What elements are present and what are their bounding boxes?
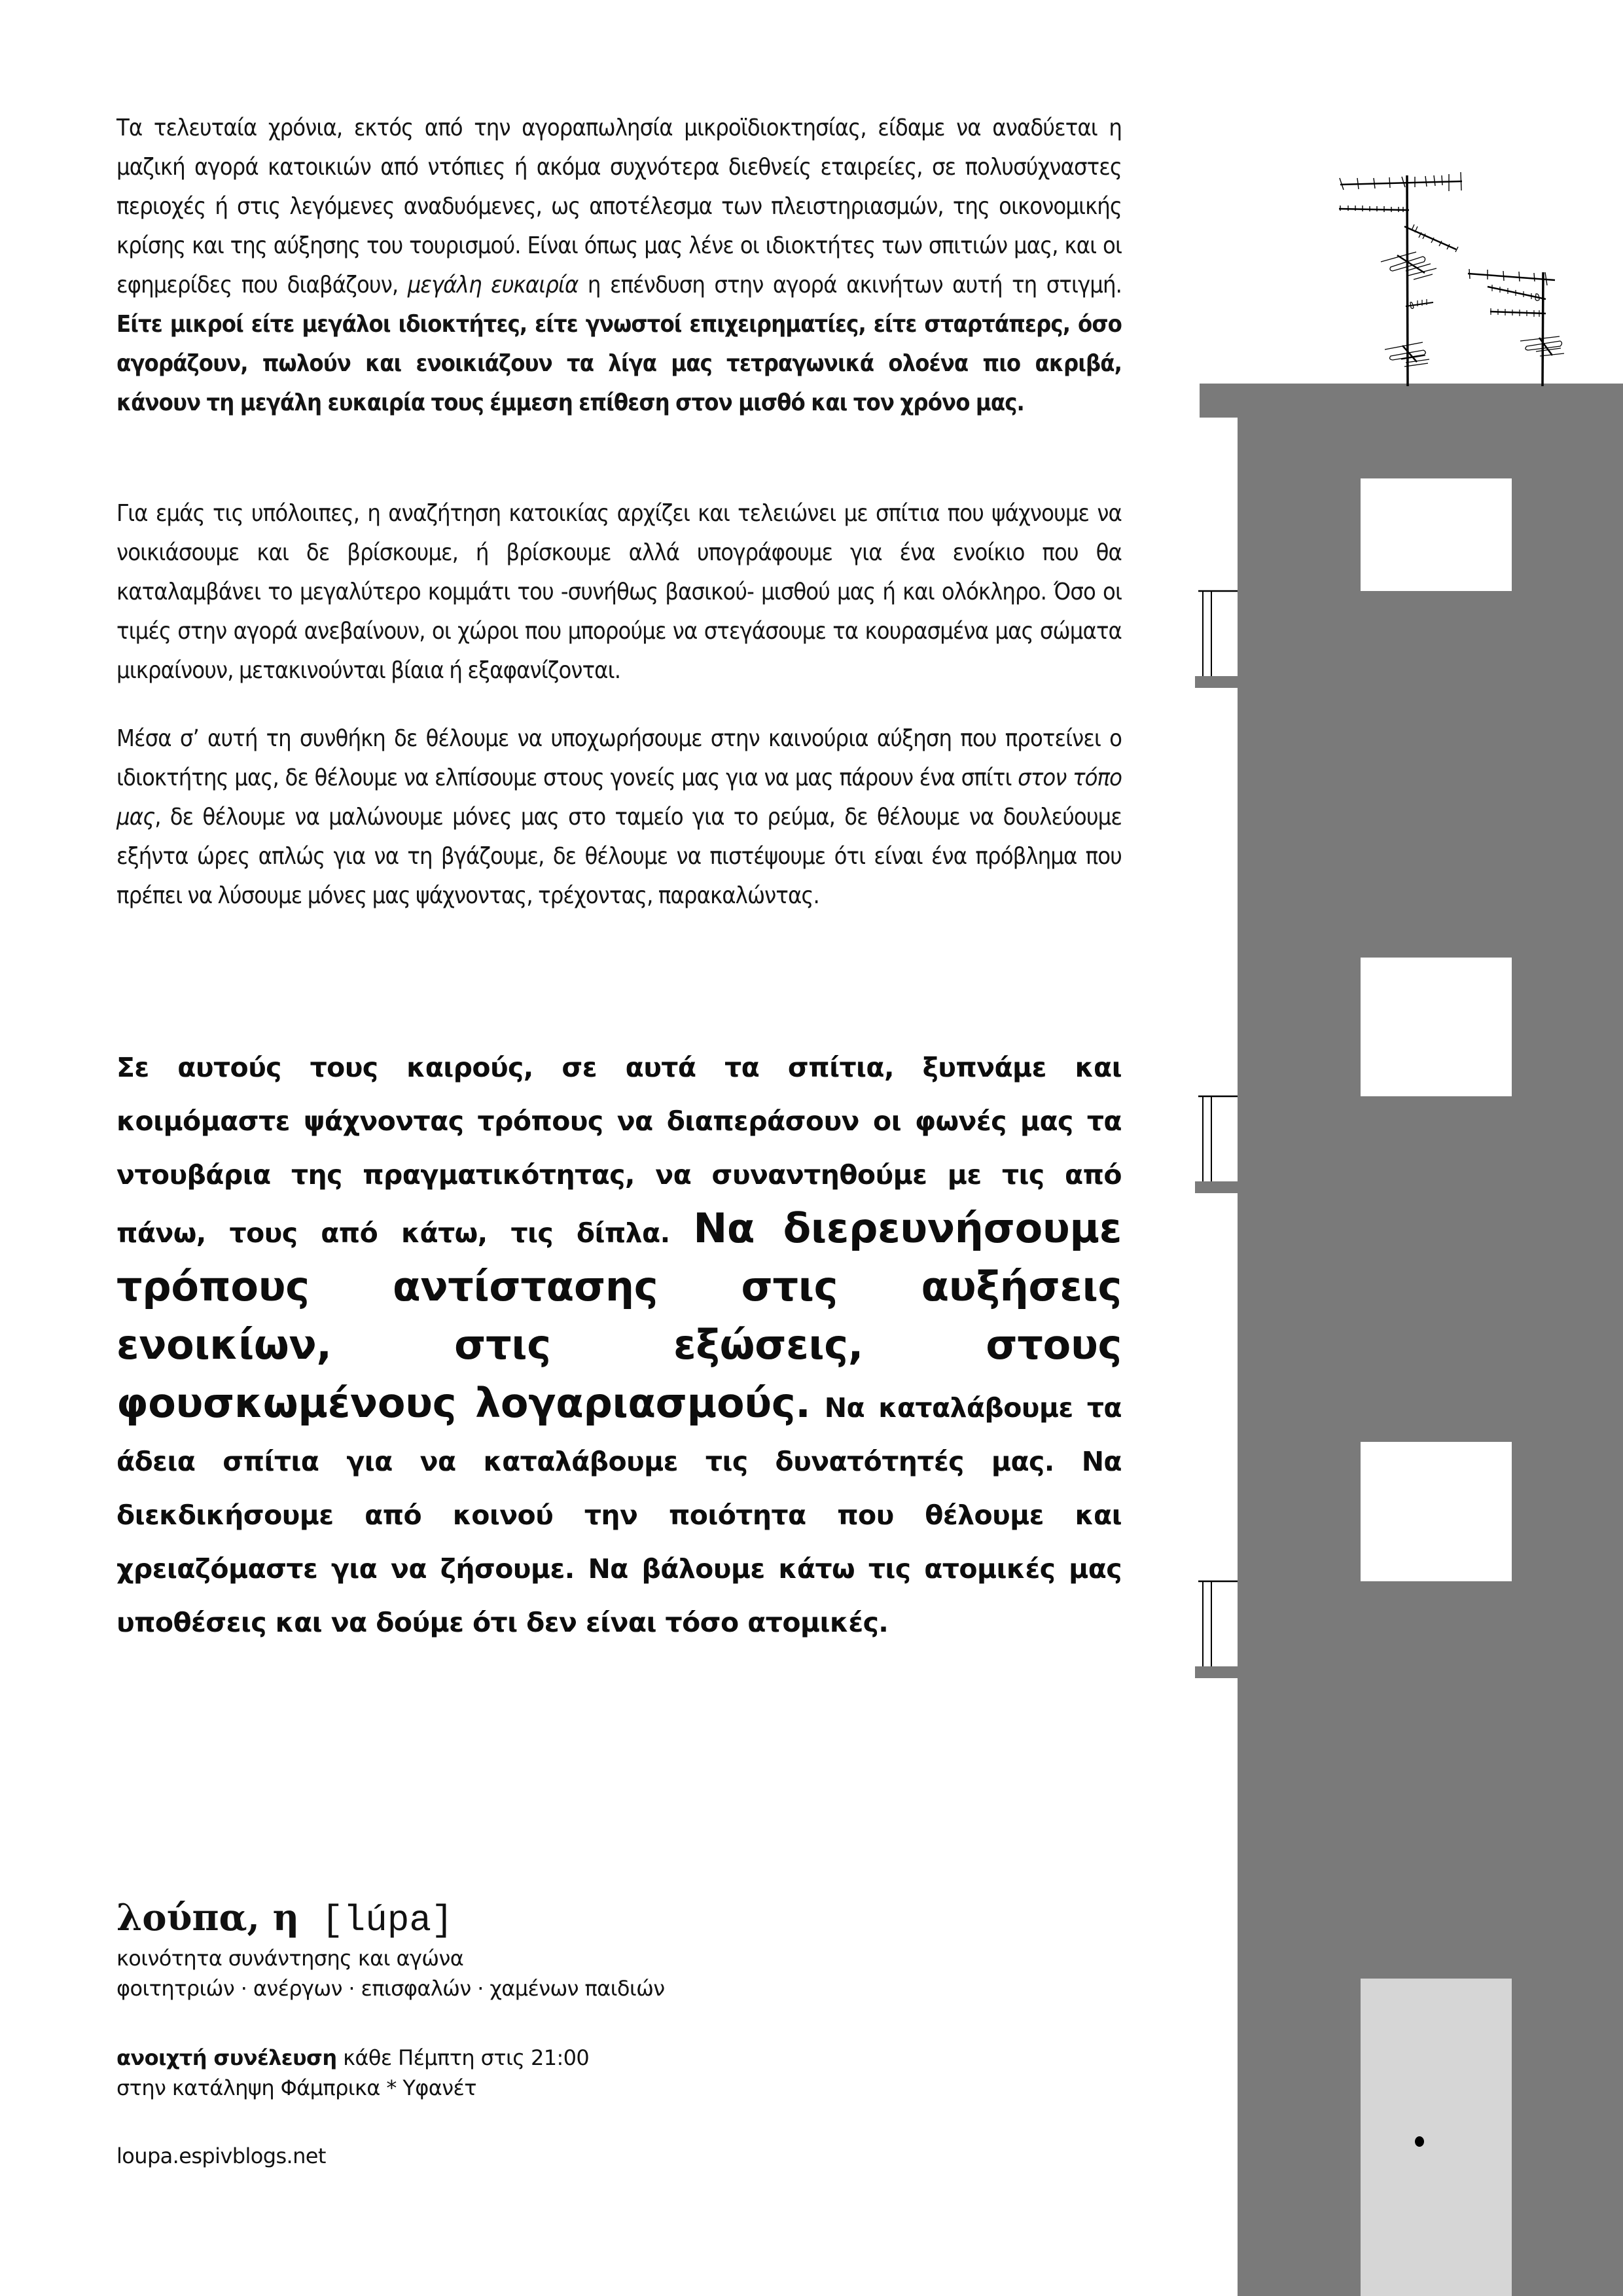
- logo: [116, 1895, 902, 1943]
- manifesto: [116, 1041, 1122, 1649]
- paragraph-3-text-b: , δε θέλουμε να μαλώνουμε μόνες μας στο ταμείο για το ρεύμα, δε θέλουμε να δουλεύουμε εξήντα ώρες απλώς για να τη βγάζουμε, δε θέλουμε να πιστέψουμε ότι είναι ένα πρόβλημα που πρέπει να λύσουμε μόνες μας ψάχνοντας, τρέχοντας, παρακαλώντας.: [116, 804, 1122, 909]
- paragraph-3-text-a: Μέσα σ’ αυτή τη συνθήκη δε θέλουμε να υποχωρήσουμε στην καινούρια αύξηση που προτείνει ο ιδιοκτήτης μας, δε θέλουμε να ελπίσουμε στους γονείς μας για να μας πάρουν ένα σπίτι: [116, 725, 1122, 791]
- paragraph-1-text-a: Τα τελευταία χρόνια, εκτός από την αγοραπωλησία μικροϊδιοκτησίας, είδαμε να αναδύεται η μαζική αγορά κατοικιών από ντόπιες ή ακόμα συχνότερα διεθνείς εταιρείες, σε πολυσύχναστες περιοχές ή στις λεγόμενες αναδυόμενες, ως αποτέλεσμα των πλειστηριασμών, της οικονομικής κρίσης και της αύξησης του τουρισμού. Είναι όπως μας λένε οι ιδιοκτήτες των σπιτιών μας, και οι εφημερίδες που διαβάζουν,: [116, 115, 1122, 298]
- paragraph-1-emphasis: μεγάλη ευκαιρία: [407, 272, 579, 298]
- footer: [116, 1895, 902, 2171]
- paragraph-1-bold: Είτε μικροί είτε μεγάλοι ιδιοκτήτες, είτε γνωστοί επιχειρηματίες, είτε σταρτάπερς, όσο αγοράζουν, πωλούν και ενοικιάζουν τα λίγα μας τετραγωνικά ολοένα πιο ακριβά, κάνουν τη μεγάλη ευκαιρία τους έμμεση επίθεση στον μισθό και τον χρόνο μας.: [116, 311, 1122, 416]
- manifesto-outro: Να καταλάβουμε τα άδεια σπίτια για να καταλάβουμε τις δυνατότητές μας. Να διεκδικήσουμε από κοινού την ποιότητα που θέλουμε και χρειαζόμαστε για να ζήσουμε. Να βάλουμε κάτω τις ατομικές μας υποθέσεις και να δούμε ότι δεν είναι τόσο ατομικές.: [116, 1392, 1122, 1638]
- paragraph-1-text-b: η επένδυση στην αγορά ακινήτων αυτή τη στιγμή.: [578, 272, 1122, 298]
- logo-word: λούπα, η: [116, 1896, 300, 1939]
- balcony: [1195, 1581, 1238, 1678]
- balcony: [1195, 1096, 1238, 1193]
- article-paragraph-2: Για εμάς τις υπόλοιπες, η αναζήτηση κατοικίας αρχίζει και τελειώνει με σπίτια που ψάχνουμε να νοικιάσουμε και δε βρίσκουμε, ή βρίσκουμε αλλά υπογράφουμε για ένα ενοίκιο που θα καταλαμβάνει το μεγαλύτερο κομμάτι του -συνήθως βασικού- μισθού μας ή και ολόκληρο. Όσο οι τιμές στην αγορά ανεβαίνουν, οι χώροι που μπορούμε να στεγάσουμε τα κουρασμένα μας σώματα μικραίνουν, μετακινούνται βίαια ή εξαφανίζονται.: [116, 500, 1122, 684]
- tv-antenna-icon: [1468, 269, 1564, 386]
- article-paragraph-1: [116, 109, 1122, 423]
- door-knob: [1415, 2136, 1424, 2147]
- meeting-label: ανοιχτή συνέλευση: [116, 2045, 337, 2070]
- manifesto-intro: Σε αυτούς τους καιρούς, σε αυτά τα σπίτια, ξυπνάμε και κοιμόμαστε ψάχνοντας τρόπους να διαπεράσουν οι φωνές μας τα ντουβάρια της πραγματικότητας, να συναντηθούμε με τις από πάνω, τους από κάτω, τις δίπλα.: [116, 1052, 1122, 1249]
- website-link[interactable]: loupa.espivblogs.net: [116, 2144, 326, 2168]
- window: [1361, 1442, 1512, 1581]
- paragraph-3-emphasis: στον τόπο μας: [116, 764, 1122, 831]
- window: [1361, 958, 1512, 1096]
- logo-pronunciation: [lúpa]: [321, 1899, 454, 1941]
- meeting-location: στην κατάληψη Φάμπρικα * Υφανέτ: [116, 2075, 476, 2100]
- manifesto-headline: Να διερευνήσουμε τρόπους αντίστασης στις αυξήσεις ενοικίων, στις εξώσεις, στους φουσκωμένους λογαριασμούς.: [116, 1204, 1122, 1427]
- tagline-2: φοιτητριών · ανέργων · επισφαλών · χαμένων παιδιών: [116, 1976, 665, 2001]
- meeting-info: [116, 2043, 902, 2073]
- tv-antenna-icon: [1339, 172, 1462, 386]
- article-paragraph-3: [116, 719, 1122, 916]
- balcony: [1195, 591, 1238, 688]
- window: [1361, 478, 1512, 591]
- entrance-door: [1361, 1979, 1512, 2296]
- tagline-1: κοινότητα συνάντησης και αγώνα: [116, 1946, 464, 1971]
- roof-slab: [1200, 384, 1623, 418]
- meeting-time: κάθε Πέμπτη στις 21:00: [336, 2045, 590, 2070]
- manifesto-paragraph: [116, 1041, 1122, 1649]
